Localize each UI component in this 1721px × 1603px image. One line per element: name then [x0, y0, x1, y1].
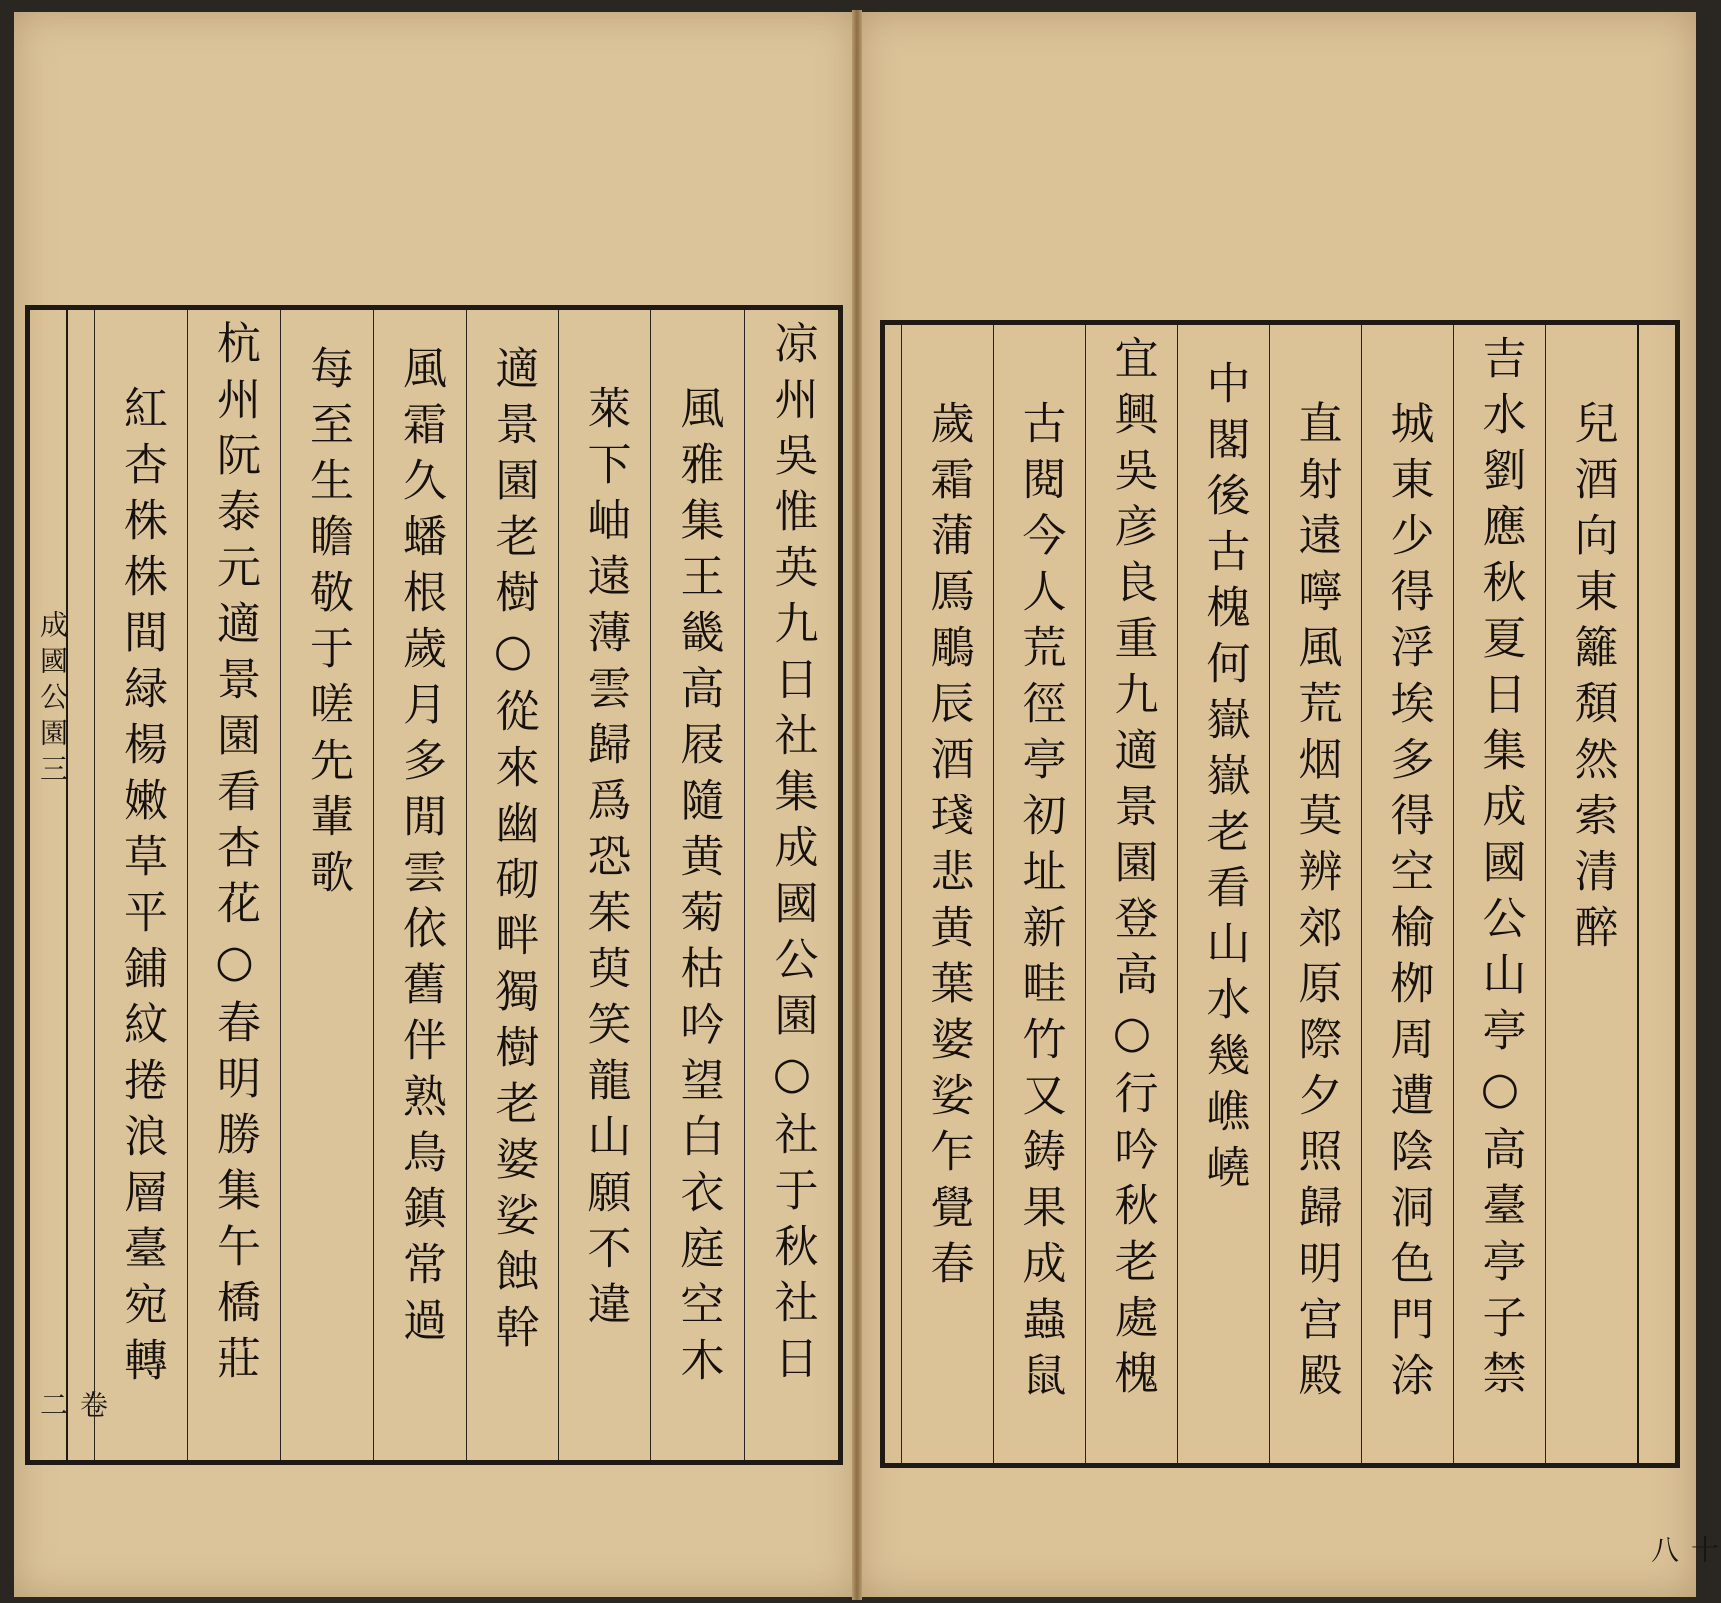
- left-text-frame: [25, 305, 843, 1465]
- right-column-8: 歲霜蒲鳫鵰辰酒琖悲黄葉婆娑乍覺春: [901, 325, 993, 1463]
- left-column-8: 紅杏株株間緑楊嫩草平鋪紋捲浪層臺宛轉: [94, 310, 187, 1460]
- left-column-5: 風霜久蟠根歲月多閒雲依舊伴熟鳥鎮常過: [373, 310, 466, 1460]
- right-column-1: 兒酒向東籬頽然索清醉: [1545, 325, 1637, 1463]
- right-column-6: 宜興吳彦良重九適景園登高○行吟秋老處槐: [1085, 325, 1177, 1463]
- right-column-7: 古閱今人荒徑亭初址新畦竹又鋳果成蟲鼠: [993, 325, 1085, 1463]
- juan-label: 卷二: [36, 1390, 109, 1426]
- right-margin-rule: [1637, 325, 1639, 1463]
- right-column-3: 城東少得浮埃多得空榆栁周遭陰洞色門涂: [1361, 325, 1453, 1463]
- left-column-2: 風雅集王畿高屐隨黄菊枯吟望白衣庭空木: [650, 310, 744, 1460]
- center-strip-rule: [66, 310, 68, 1460]
- right-column-2: 吉水劉應秋夏日集成國公山亭○高臺亭子禁: [1453, 325, 1545, 1463]
- right-column-5: 中閣後古槐何嶽嶽老看山水幾嶕嶢: [1177, 325, 1269, 1463]
- left-column-7: 杭州阮泰元適景園看杏花○春明勝集午橋莊: [187, 310, 280, 1460]
- left-column-6: 每至生瞻敬于嗟先輩歌: [280, 310, 373, 1460]
- center-title: 成國公園三: [36, 610, 69, 790]
- right-column-4: 直射遠嚀風荒烟莫辨郊原際夕照歸明宫殿: [1269, 325, 1361, 1463]
- book-gutter: [852, 10, 862, 1600]
- left-column-1: 凉州吳惟英九日社集成國公園○社于秋社日: [744, 310, 838, 1460]
- left-column-3: 萊下岫遠薄雲歸爲恐茱萸笑龍山願不違: [558, 310, 650, 1460]
- right-text-frame: [880, 320, 1720, 1563]
- page-number: 十八: [1647, 1535, 1720, 1563]
- left-column-4: 適景園老樹○從來幽砌畔獨樹老婆娑蝕幹: [466, 310, 558, 1460]
